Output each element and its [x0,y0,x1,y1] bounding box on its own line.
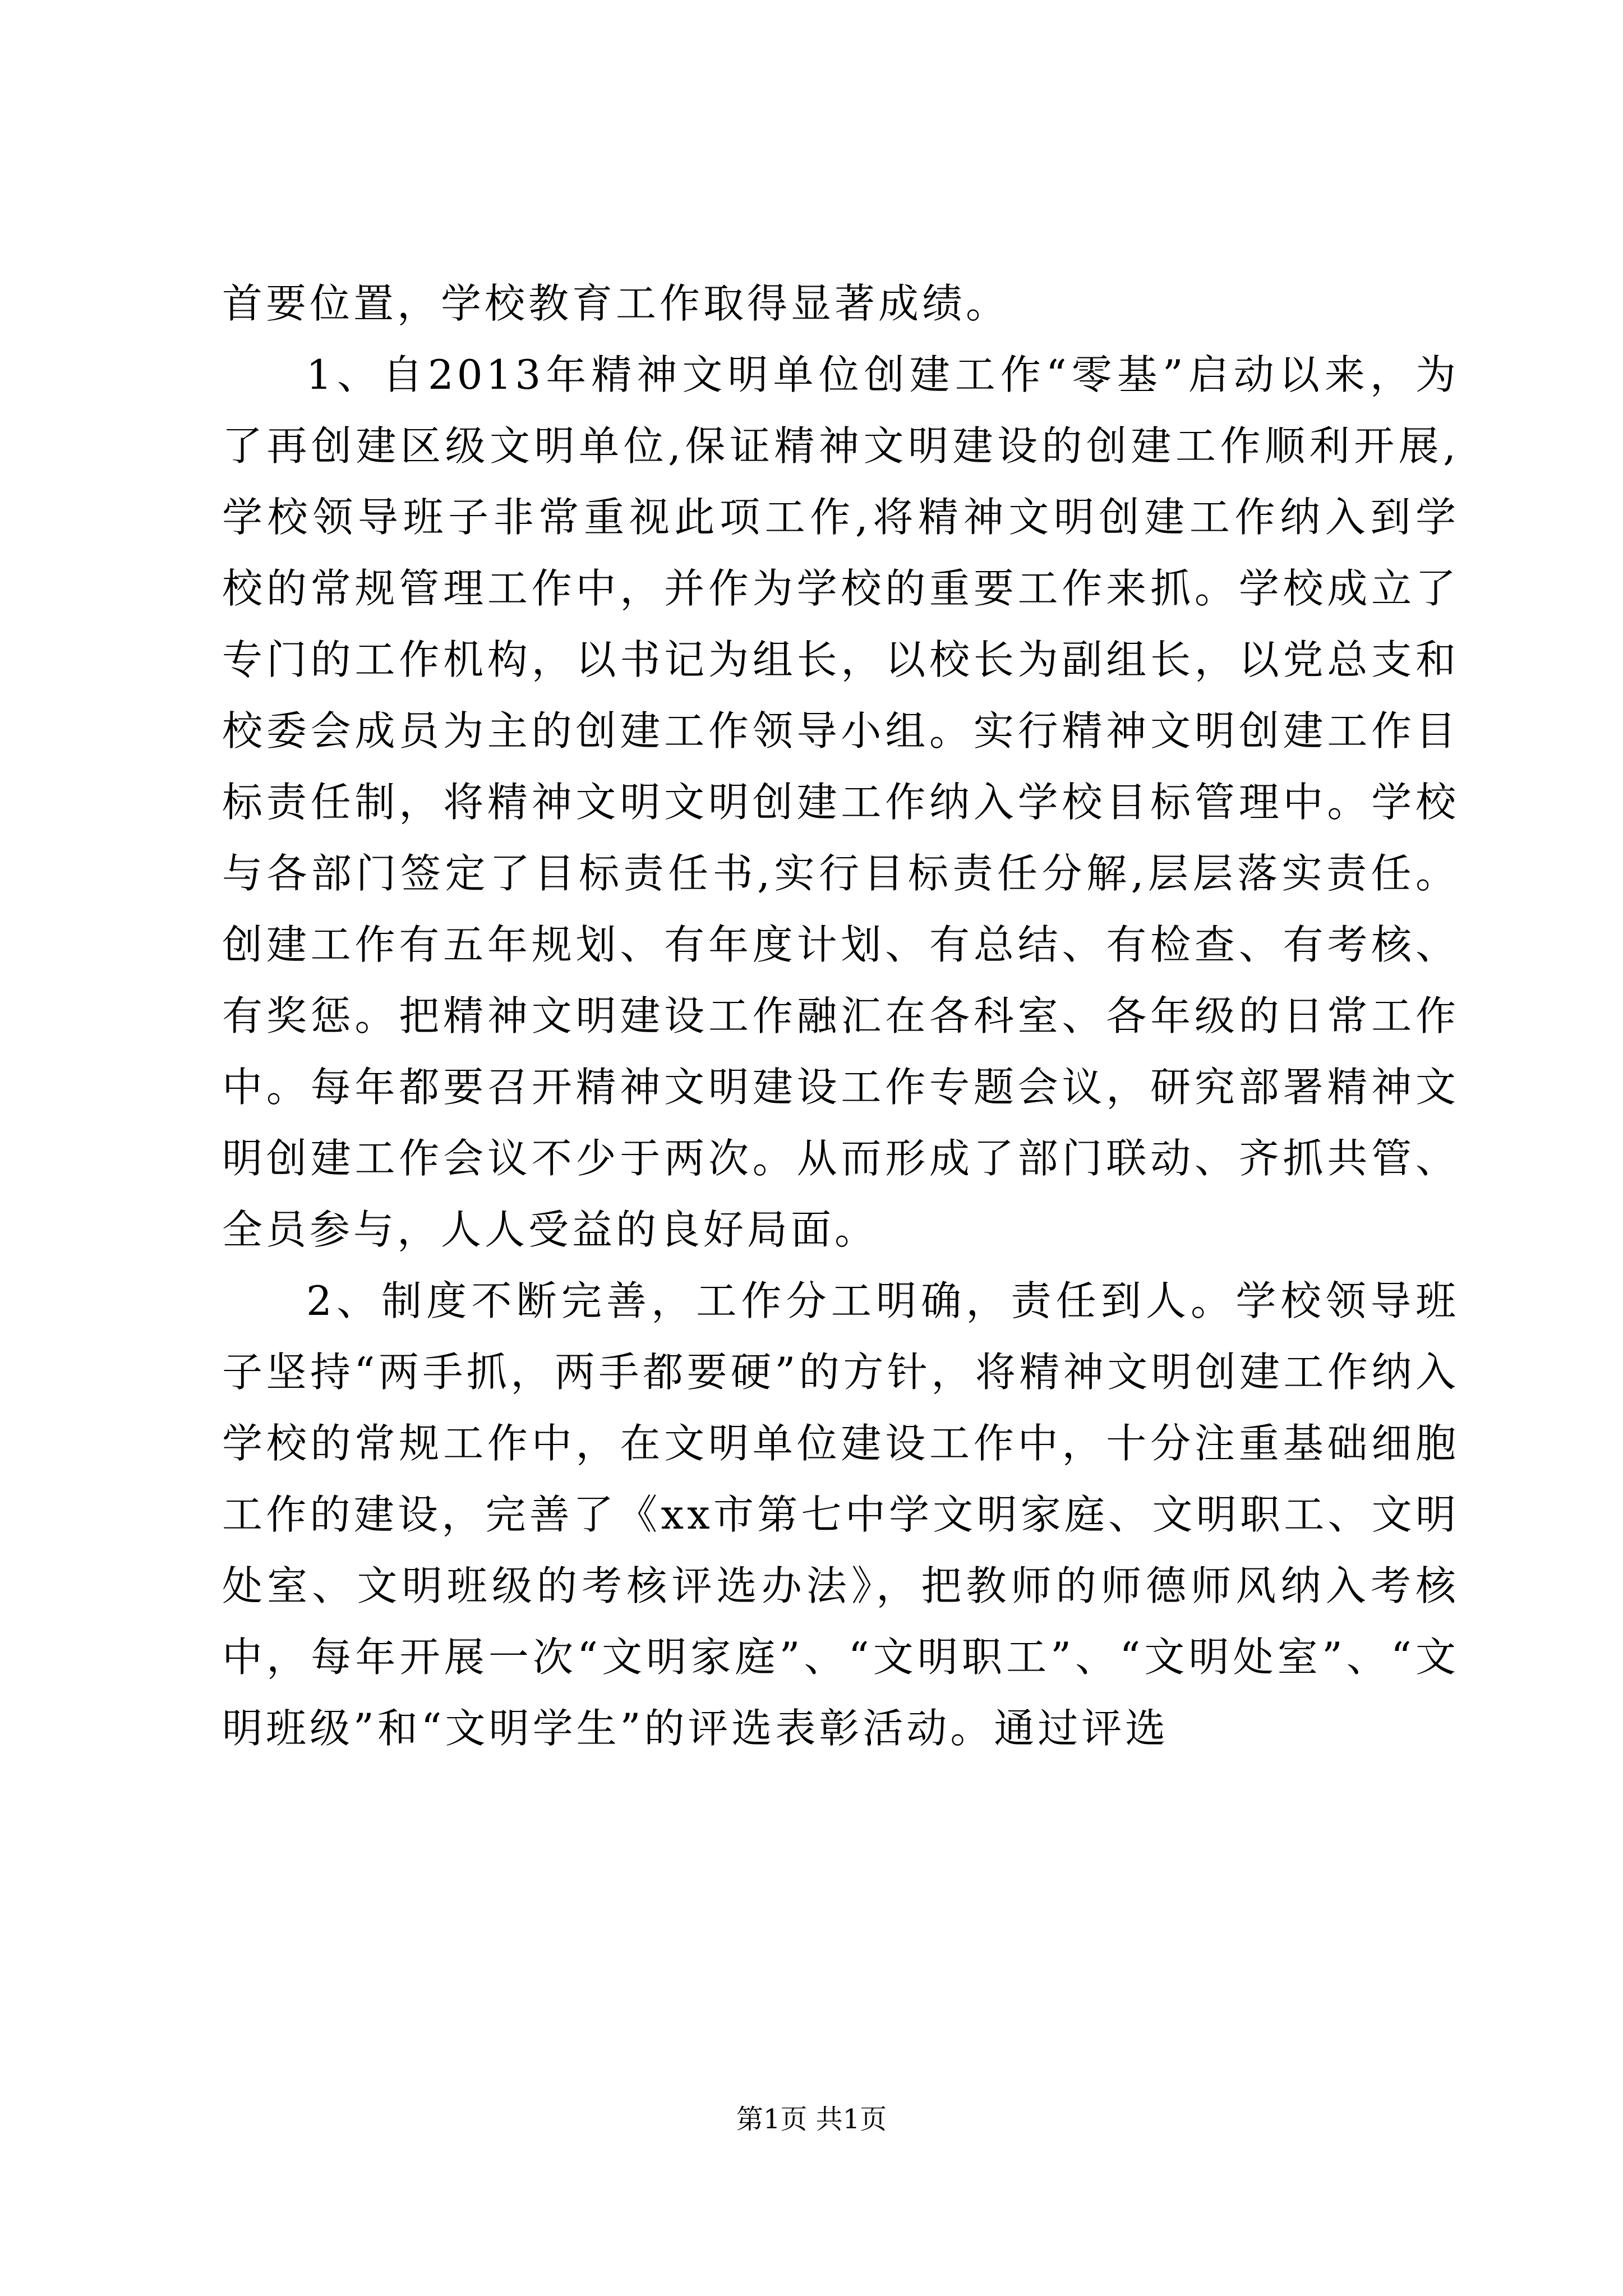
paragraph-item-1: 1、自2013年精神文明单位创建工作“零基”启动以来，为了再创建区级文明单位,保证精神文明建设的创建工作顺利开展,学校领导班子非常重视此项工作,将精神文明创建工作纳入到学校的常规管理工作中，并作为学校的重要工作来抓。学校成立了专门的工作机构，以书记为组长，以校长为副组长，以党总支和校委会成员为主的创建工作领导小组。实行精神文明创建工作目标责任制，将精神文明文明创建工作纳入学校目标管理中。学校与各部门签定了目标责任书,实行目标责任分解,层层落实责任。创建工作有五年规划、有年度计划、有总结、有检查、有考核、有奖惩。把精神文明建设工作融汇在各科室、各年级的日常工作中。每年都要召开精神文明建设工作专题会议，研究部署精神文明创建工作会议不少于两次。从而形成了部门联动、齐抓共管、全员参与，人人受益的良好局面。 [222,351,1459,1253]
document-body [222,268,1459,1764]
paragraph-item-2: 2、制度不断完善，工作分工明确，责任到人。学校领导班子坚持“两手抓，两手都要硬”的方针，将精神文明创建工作纳入学校的常规工作中，在文明单位建设工作中，十分注重基础细胞工作的建设，完善了《xx市第七中学文明家庭、文明职工、文明处室、文明班级的考核评选办法》，把教师的师德师风纳入考核中，每年开展一次“文明家庭”、“文明职工”、“文明处室”、“文明班级”和“文明学生”的评选表彰活动。通过评选 [222,1277,1459,1752]
paragraph-continuation: 首要位置，学校教育工作取得显著成绩。 [222,280,1010,327]
page-footer: 第1页 共1页 [736,2104,887,2135]
